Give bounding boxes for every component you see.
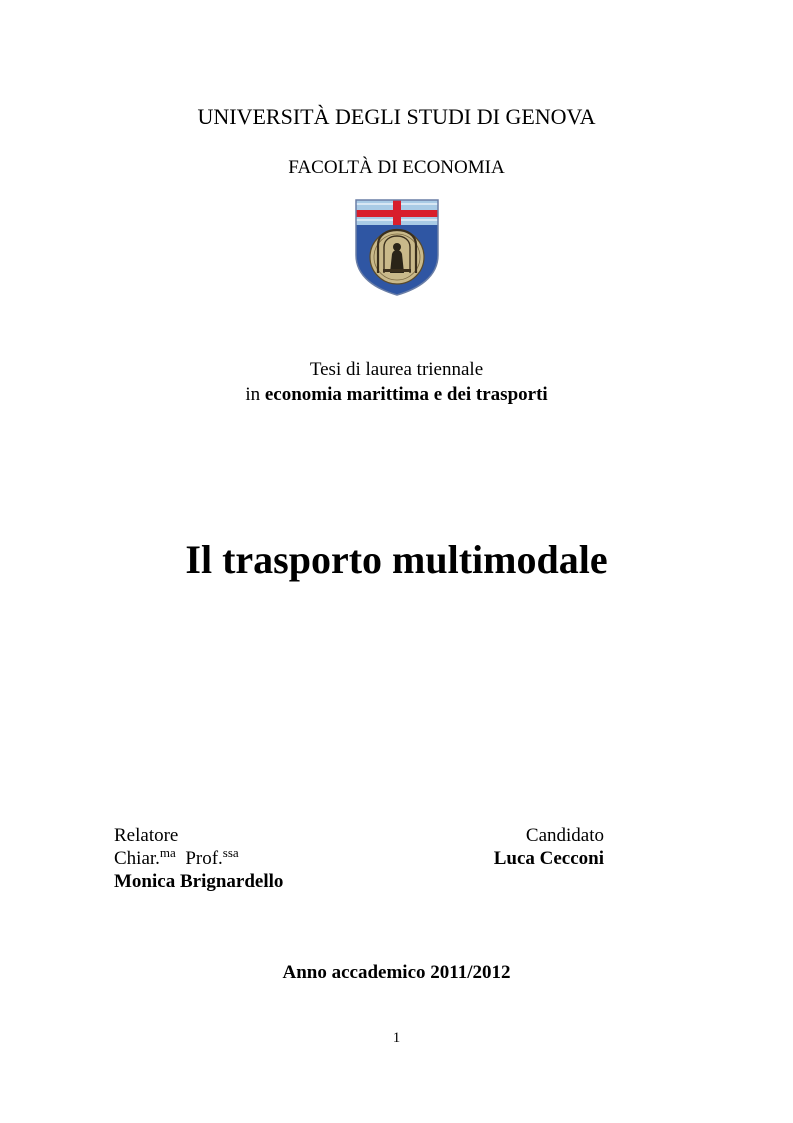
faculty-name: FACOLTÀ DI ECONOMIA [288, 157, 505, 178]
supervisor-title-prof: Prof. [185, 848, 223, 869]
candidate-name: Luca Cecconi [493, 848, 604, 869]
page-number: 1 [392, 1030, 401, 1046]
thesis-field-prefix: in [245, 384, 261, 405]
supervisor-block [114, 824, 283, 893]
supervisor-title-prefix: Chiar. [114, 848, 160, 869]
candidate-block [494, 824, 604, 870]
academic-year: Anno accademico 2011/2012 [282, 962, 511, 983]
supervisor-title-prefix-sup: ma [159, 845, 176, 860]
thesis-title: Il trasporto multimodale [185, 537, 608, 582]
supervisor-role: Relatore [114, 825, 179, 846]
supervisor-name: Monica Brignardello [114, 871, 284, 892]
university-name: UNIVERSITÀ DEGLI STUDI DI GENOVA [197, 104, 596, 129]
thesis-field-line [0, 384, 793, 406]
supervisor-title-prof-sup: ssa [222, 845, 239, 860]
thesis-field: economia marittima e dei trasporti [264, 384, 548, 405]
thesis-type: Tesi di laurea triennale [309, 359, 484, 380]
university-crest-icon [354, 199, 440, 296]
supervisor-title [114, 847, 283, 870]
candidate-role: Candidato [525, 825, 604, 846]
